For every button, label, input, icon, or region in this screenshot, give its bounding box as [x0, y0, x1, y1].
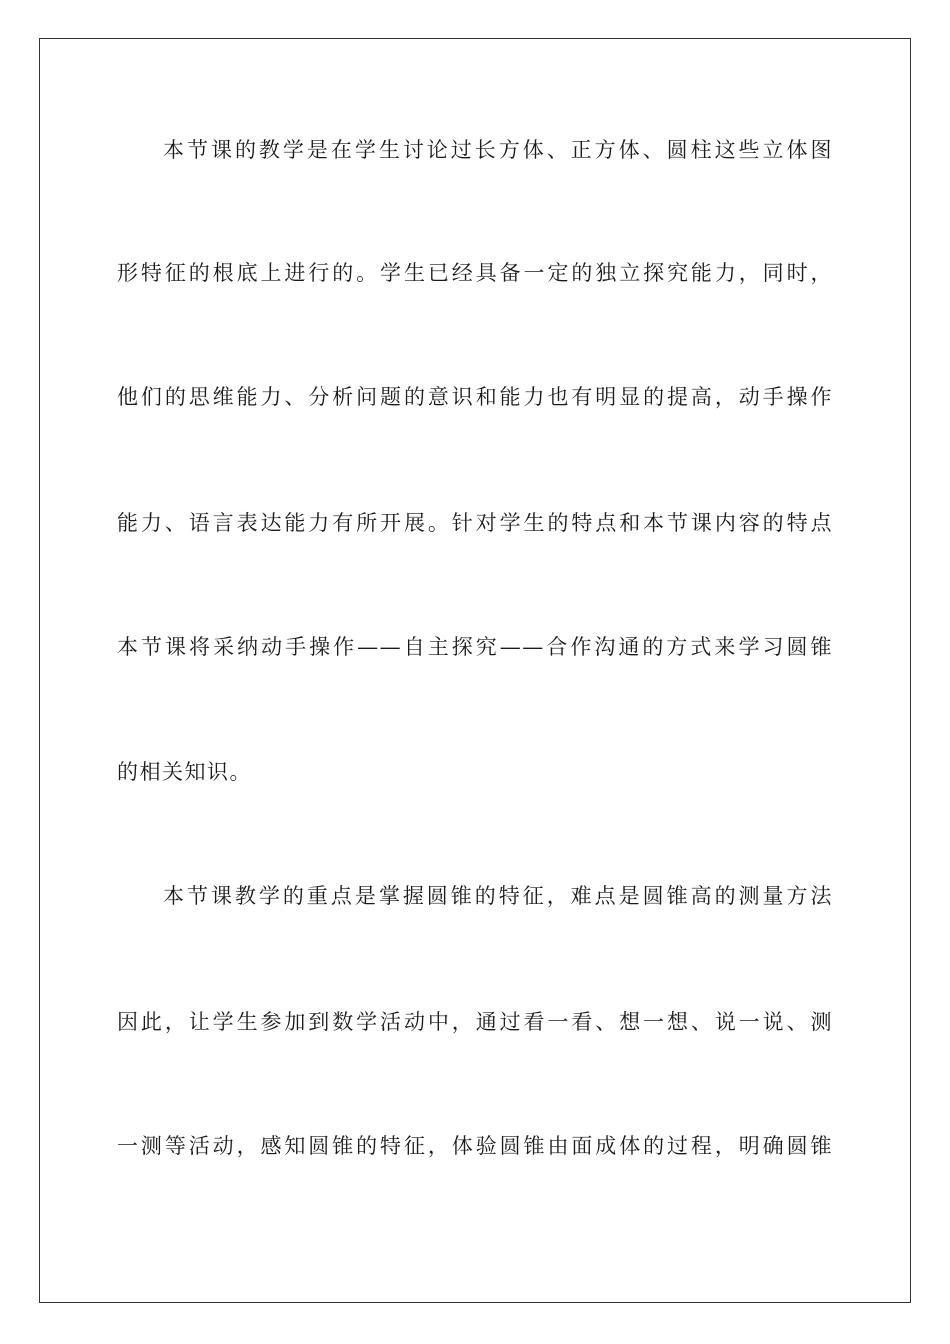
paragraph-1-line-2: 形特征的根底上进行的。学生已经具备一定的独立探究能力，同时， [117, 261, 833, 285]
page-border [39, 38, 911, 1303]
paragraph-1-line-4: 能力、语言表达能力有所开展。针对学生的特点和本节课内容的特点 [117, 511, 833, 535]
paragraph-1-line-5: 本节课将采纳动手操作——自主探究——合作沟通的方式来学习圆锥 [117, 635, 833, 659]
paragraph-2-line-2: 因此，让学生参加到数学活动中，通过看一看、想一想、说一说、测 [117, 1010, 833, 1034]
paragraph-1-line-1: 本节课的教学是在学生讨论过长方体、正方体、圆柱这些立体图 [163, 138, 833, 162]
paragraph-2-line-3: 一测等活动，感知圆锥的特征，体验圆锥由面成体的过程，明确圆锥 [117, 1134, 833, 1158]
paragraph-1-line-6: 的相关知识。 [117, 760, 252, 784]
paragraph-1-line-3: 他们的思维能力、分析问题的意识和能力也有明显的提高，动手操作 [117, 385, 833, 409]
paragraph-2-line-1: 本节课教学的重点是掌握圆锥的特征，难点是圆锥高的测量方法 [163, 884, 833, 908]
